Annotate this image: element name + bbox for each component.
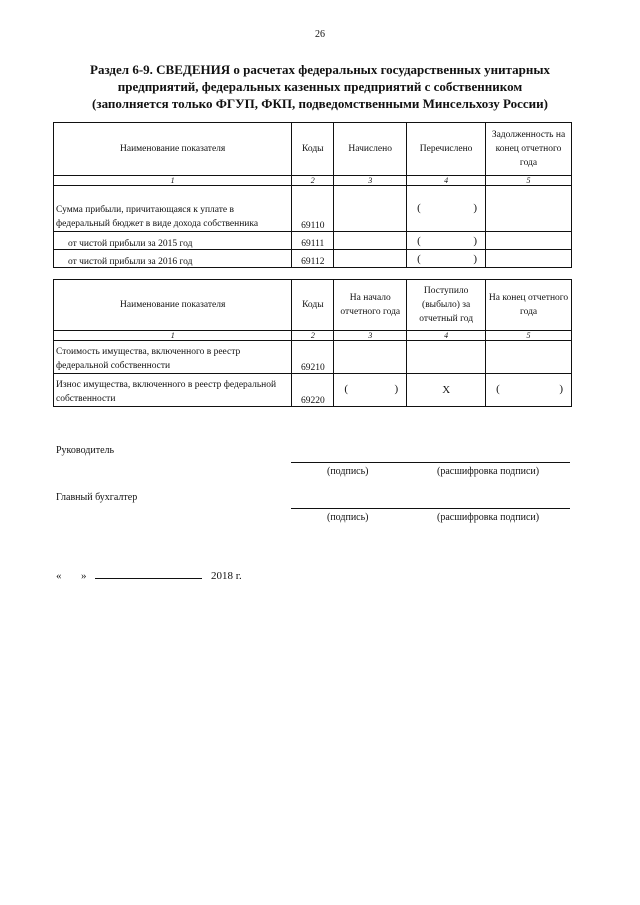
paren-open: ( <box>344 383 348 395</box>
col-number: 5 <box>486 176 572 186</box>
end-year-cell[interactable] <box>486 341 572 374</box>
section-title <box>60 61 580 112</box>
table-row <box>54 374 572 407</box>
accrued-cell[interactable] <box>334 232 407 250</box>
title-line-2: предприятий, федеральных казенных предприятий с собственником <box>117 79 523 94</box>
debt-cell[interactable] <box>486 250 572 268</box>
page-number: 26 <box>315 29 325 40</box>
header-received: Поступило (выбыло) за отчетный год <box>407 280 486 331</box>
row-label: от чистой прибыли за 2016 год <box>54 250 292 268</box>
row-code: 69111 <box>292 232 334 250</box>
col-number: 2 <box>292 331 334 341</box>
profit-table <box>53 122 572 268</box>
signature-caption: (подпись) <box>327 512 369 523</box>
paren-close: ) <box>559 383 563 395</box>
transferred-cell[interactable] <box>407 250 486 268</box>
row-code: 69220 <box>292 374 334 407</box>
row-code: 69210 <box>292 341 334 374</box>
header-indicator: Наименование показателя <box>54 280 292 331</box>
transferred-cell[interactable] <box>407 186 486 232</box>
close-quote: » <box>81 570 87 582</box>
paren-open: ( <box>417 253 421 265</box>
paren-open: ( <box>496 383 500 395</box>
col-number: 5 <box>486 331 572 341</box>
table-row <box>54 250 572 268</box>
col-number: 1 <box>54 331 292 341</box>
received-cell-cross: X <box>407 374 486 407</box>
header-debt-end: Задолженность на конец отчетного года <box>486 123 572 176</box>
accountant-signature-line[interactable] <box>291 508 570 509</box>
table-row <box>54 232 572 250</box>
decoding-caption: (расшифровка подписи) <box>437 512 540 523</box>
title-line-1: Раздел 6-9. СВЕДЕНИЯ о расчетах федеральных государственных унитарных <box>90 62 550 77</box>
row-label: Износ имущества, включенного в реестр федеральной собственности <box>54 374 292 407</box>
paren-close: ) <box>394 383 399 395</box>
property-table <box>53 279 572 407</box>
col-number: 4 <box>407 176 486 186</box>
header-start-year: На начало отчетного года <box>334 280 407 331</box>
head-signature-line[interactable] <box>291 462 570 463</box>
paren-open: ( <box>417 201 421 214</box>
paren-open: ( <box>417 235 421 247</box>
received-cell[interactable] <box>407 341 486 374</box>
open-quote: « <box>56 570 62 582</box>
row-code: 69110 <box>292 186 334 232</box>
header-codes: Коды <box>292 123 334 176</box>
header-end-year: На конец отчетного года <box>486 280 572 331</box>
header-indicator: Наименование показателя <box>54 123 292 176</box>
row-label: Стоимость имущества, включенного в реестр федеральной собственности <box>54 341 292 374</box>
head-label: Руководитель <box>56 445 115 456</box>
paren-close: ) <box>473 201 478 214</box>
date-line <box>56 568 242 582</box>
row-code: 69112 <box>292 250 334 268</box>
title-line-3: (заполняется только ФГУП, ФКП, подведомственными Минсельхозу России) <box>92 96 548 111</box>
col-number: 3 <box>334 176 407 186</box>
start-year-cell[interactable] <box>334 374 407 407</box>
debt-cell[interactable] <box>486 186 572 232</box>
table-row <box>54 186 572 232</box>
year: 2018 г. <box>211 570 242 582</box>
end-year-cell[interactable] <box>486 374 572 407</box>
transferred-cell[interactable] <box>407 232 486 250</box>
table-row <box>54 341 572 374</box>
header-accrued: Начислено <box>334 123 407 176</box>
header-codes: Коды <box>292 280 334 331</box>
date-blank[interactable] <box>95 568 202 579</box>
paren-close: ) <box>473 235 478 247</box>
row-label: от чистой прибыли за 2015 год <box>54 232 292 250</box>
signature-caption: (подпись) <box>327 466 369 477</box>
accountant-label: Главный бухгалтер <box>56 492 138 503</box>
row-label: Сумма прибыли, причитающаяся к уплате в федеральный бюджет в виде дохода собственника <box>54 186 292 232</box>
paren-close: ) <box>473 253 478 265</box>
start-year-cell[interactable] <box>334 341 407 374</box>
header-transferred: Перечислено <box>407 123 486 176</box>
col-number: 2 <box>292 176 334 186</box>
col-number: 3 <box>334 331 407 341</box>
debt-cell[interactable] <box>486 232 572 250</box>
col-number: 1 <box>54 176 292 186</box>
col-number: 4 <box>407 331 486 341</box>
accrued-cell[interactable] <box>334 186 407 232</box>
decoding-caption: (расшифровка подписи) <box>437 466 540 477</box>
accrued-cell[interactable] <box>334 250 407 268</box>
